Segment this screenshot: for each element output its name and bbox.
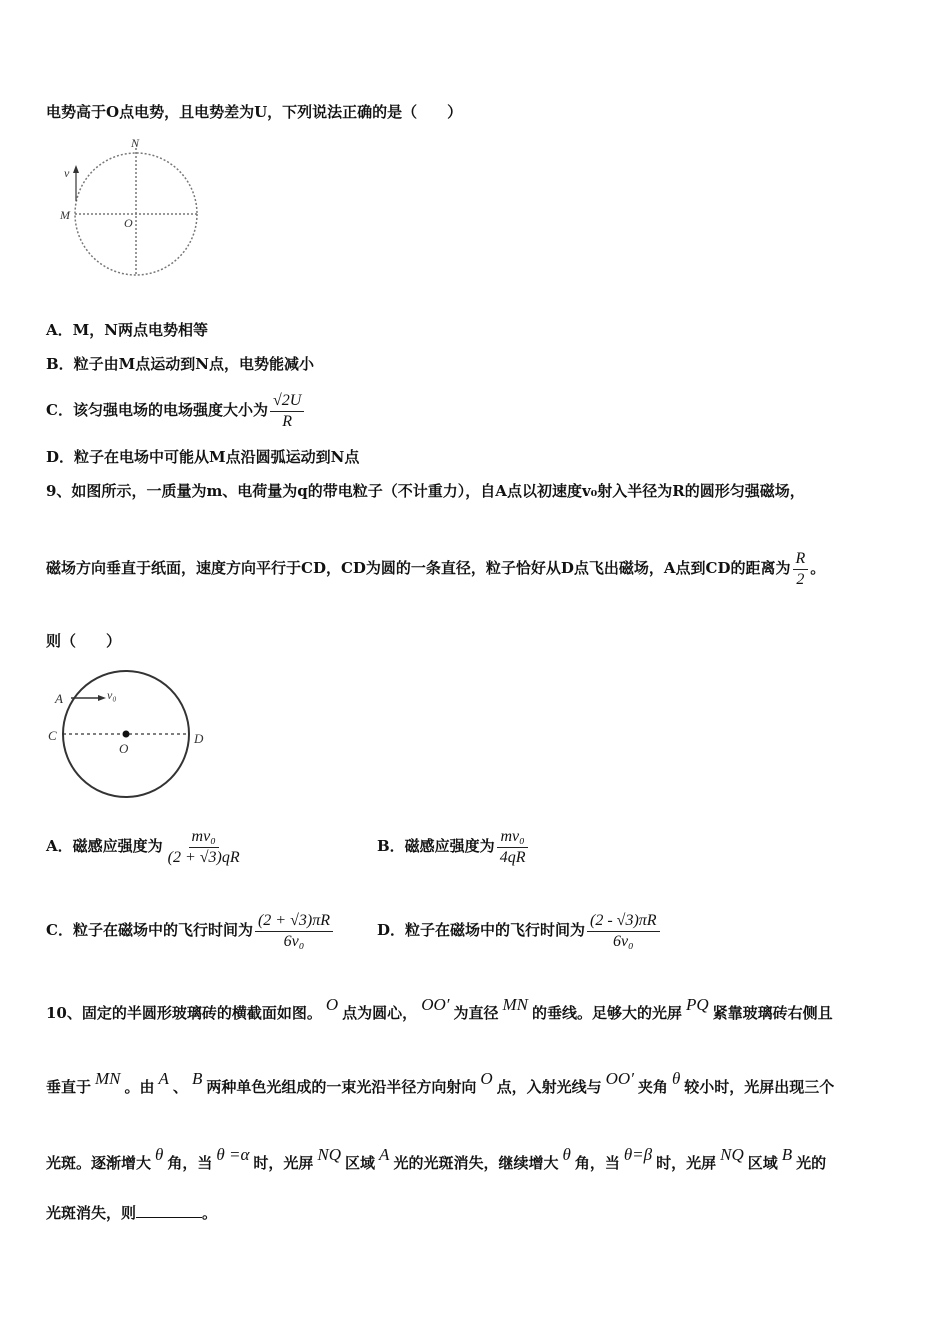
math-theta-beta: θ=β: [623, 1145, 653, 1164]
math-OO: OO′: [605, 1069, 634, 1088]
q10-text: 光斑消失，则: [46, 1204, 137, 1222]
frac-denominator: R: [282, 412, 293, 430]
frac-denominator: 2: [796, 570, 805, 588]
q10-text: 夹角: [637, 1078, 668, 1096]
q9-line1: 9、如图所示，一质量为m、电荷量为q的带电粒子（不计重力），自A点以初速度v₀射入半径为R的圆形匀强磁场，: [46, 482, 805, 500]
frac-numerator: R: [793, 550, 809, 570]
q9-option-c-text: C．粒子在磁场中的飞行时间为: [46, 921, 253, 939]
frac-numerator: (2 + √3)πR: [255, 912, 333, 932]
frac-numerator: mv₀: [497, 828, 527, 848]
math-O: O: [480, 1069, 493, 1088]
frac-denominator: 6v₀: [283, 932, 305, 950]
q9-option-d: [377, 908, 662, 952]
q9-option-c: [46, 908, 335, 952]
q9-option-b-text: B．磁感应强度为: [377, 837, 495, 855]
q10-line1: [46, 995, 833, 1023]
math-B: B: [781, 1145, 793, 1164]
q10-text: 紧靠玻璃砖右侧且: [712, 1004, 833, 1022]
q8-option-c-text: C．该匀强电场的电场强度大小为: [46, 401, 268, 419]
q9-distance-fraction: [793, 550, 809, 589]
q8-figure: [55, 135, 210, 280]
q10-text: 、: [172, 1078, 188, 1096]
q9-arrow-head: [98, 695, 106, 701]
q8-option-b: B．粒子由M点运动到N点，电势能减小: [46, 355, 314, 373]
math-OO: OO′: [421, 995, 450, 1014]
q10-text: 较小时，光屏出现三个: [684, 1078, 835, 1096]
q9-label-v0: v₀: [107, 688, 117, 702]
q9-option-a: [46, 824, 245, 868]
q10-text: 光的光斑消失，继续增大: [393, 1154, 559, 1172]
q8-label-O: O: [124, 216, 133, 230]
q10-text: 点为圆心，: [342, 1004, 418, 1022]
q10-text: 区域: [345, 1154, 376, 1172]
q9-label-O: O: [119, 741, 129, 756]
q9-period: 。: [810, 559, 826, 577]
q10-text: 10、固定的半圆形玻璃砖的横截面如图。: [46, 1004, 322, 1022]
q10-text: 时，光屏: [656, 1154, 717, 1172]
math-MN: MN: [95, 1069, 121, 1088]
q9-option-c-fraction: [255, 912, 333, 951]
q10-text: 两种单色光组成的一束光沿半径方向射向: [206, 1078, 477, 1096]
math-NQ: NQ: [317, 1145, 342, 1164]
frac-denominator: 4qR: [499, 848, 526, 866]
q9-line2-text: 磁场方向垂直于纸面，速度方向平行于CD，CD为圆的一条直径，粒子恰好从D点飞出磁场，A点到CD的距离为: [46, 559, 791, 577]
frac-numerator: (2 - √3)πR: [587, 912, 660, 932]
answer-blank[interactable]: [136, 1203, 202, 1218]
math-MN: MN: [502, 995, 528, 1014]
q10-text: 的垂线。足够大的光屏: [531, 1004, 682, 1022]
q8-label-N: N: [131, 136, 140, 150]
q8-option-a: A．M，N两点电势相等: [46, 321, 208, 339]
frac-numerator: mv₀: [189, 828, 219, 848]
math-theta: θ: [671, 1069, 681, 1088]
q8-label-M: M: [60, 208, 70, 222]
q9-label-D: D: [194, 731, 204, 746]
q10-line4: [46, 1203, 217, 1223]
q9-option-a-text: A．磁感应强度为: [46, 837, 163, 855]
q10-line3: [46, 1145, 827, 1173]
q10-text: 光的: [796, 1154, 827, 1172]
q10-text: 垂直于: [46, 1078, 92, 1096]
q9-option-a-fraction: [165, 828, 243, 867]
q10-text: 为直径: [453, 1004, 499, 1022]
frac-denominator: 6v₀: [612, 932, 634, 950]
q9-center-dot: [123, 731, 130, 738]
q10-text: 时，光屏: [253, 1154, 314, 1172]
q9-option-b: [377, 824, 530, 868]
q9-figure: [45, 665, 215, 805]
q10-text: 角，当: [574, 1154, 620, 1172]
frac-denominator: (2 + √3)qR: [167, 848, 240, 866]
math-theta: θ: [155, 1145, 164, 1164]
q9-line2: [46, 548, 825, 589]
math-theta: θ: [562, 1145, 571, 1164]
q8-option-c: [46, 390, 306, 431]
math-B: B: [191, 1069, 203, 1088]
q10-line2: [46, 1069, 835, 1097]
q8-arrow-head: [73, 165, 79, 173]
q10-text: 。: [202, 1204, 218, 1222]
q9-label-C: C: [48, 728, 57, 743]
q10-text: 区域: [747, 1154, 778, 1172]
math-A: A: [158, 1069, 169, 1088]
q8-option-c-fraction: [270, 392, 304, 431]
q9-option-d-text: D．粒子在磁场中的飞行时间为: [377, 921, 586, 939]
q9-line3: 则（ ）: [46, 632, 122, 650]
q8-option-d: D．粒子在电场中可能从M点沿圆弧运动到N点: [46, 448, 360, 466]
math-theta-alpha: θ =α: [216, 1145, 250, 1164]
frac-numerator: √2U: [270, 392, 304, 412]
math-A: A: [379, 1145, 390, 1164]
q10-text: 。由: [124, 1078, 155, 1096]
math-O: O: [325, 995, 339, 1014]
q8-label-v: v: [64, 166, 70, 180]
q8-intro: 电势高于O点电势，且电势差为U，下列说法正确的是（ ）: [46, 103, 463, 121]
q10-text: 点，入射光线与: [496, 1078, 602, 1096]
q9-option-b-fraction: [497, 828, 529, 867]
q9-option-d-fraction: [587, 912, 660, 951]
math-PQ: PQ: [686, 995, 709, 1014]
q10-text: 角，当: [167, 1154, 213, 1172]
q10-text: 光斑。逐渐增大: [46, 1154, 152, 1172]
q9-label-A: A: [55, 691, 63, 706]
math-NQ: NQ: [720, 1145, 744, 1164]
